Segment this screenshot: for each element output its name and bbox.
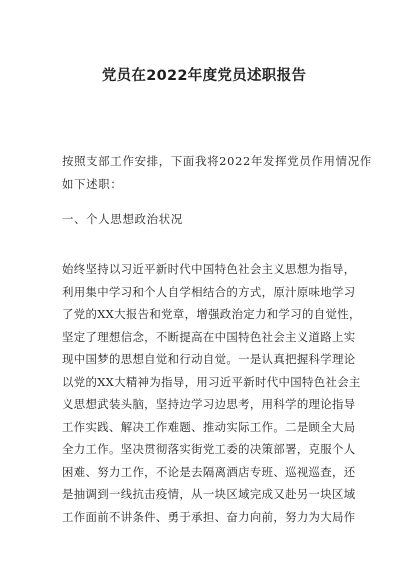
paragraph-line: 全力工作。坚决贯彻落实街党工委的决策部署，克服个人 bbox=[62, 442, 356, 456]
paragraph-line: 是抽调到一线抗击疫情，从一块区域完成又赴另一块区域 bbox=[62, 487, 356, 501]
paragraph-line: 工作实践、解决工作难题、推动实际工作。二是顾全大局 bbox=[62, 419, 356, 434]
paragraph-line: 始终坚持以习近平新时代中国特色社会主义思想为指导， bbox=[62, 262, 356, 276]
paragraph-line: 如下述职： bbox=[62, 176, 123, 191]
paragraph-line: 现中国梦的思想自觉和行动自觉。一是认真把握科学理论 bbox=[62, 352, 356, 366]
paragraph-line: 工作面前不讲条件、勇于承担、奋力向前，努力为大局作 bbox=[62, 509, 356, 524]
paragraph-line: 困难、努力工作，不论是去隔离酒店专班、巡视巡查，还 bbox=[62, 464, 356, 479]
intro-paragraph bbox=[62, 150, 372, 195]
paragraph-line: 按照支部工作安排，下面我将2022年发挥党员作用情况作 bbox=[62, 154, 372, 168]
section-heading: 一、个人思想政治状况 bbox=[62, 212, 183, 226]
paragraph-line: 坚定了理想信念，不断提高在中国特色社会主义道路上实 bbox=[62, 329, 356, 344]
paragraph-line: 以党的XX大精神为指导，用习近平新时代中国特色社会主 bbox=[62, 374, 361, 389]
paragraph-line: 利用集中学习和个人自学相结合的方式，原汁原味地学习 bbox=[62, 284, 356, 299]
document-title: 党员在2022年度党员述职报告 bbox=[101, 68, 307, 84]
paragraph-line: 义思想武装头脑，坚持边学习边思考，用科学的理论指导 bbox=[62, 397, 356, 411]
body-paragraph bbox=[62, 258, 361, 528]
paragraph-line: 了党的XX大报告和党章，增强政治定力和学习的自觉性， bbox=[62, 307, 361, 321]
